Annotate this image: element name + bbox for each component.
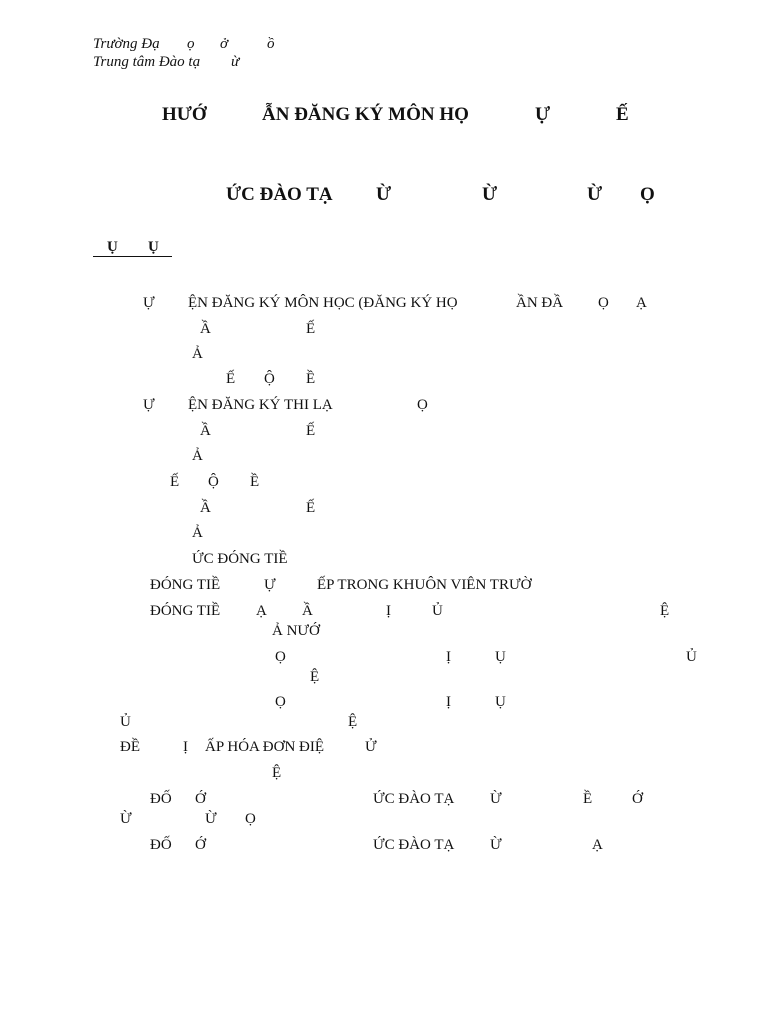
l17-c: Ụ: [495, 694, 506, 710]
subtitle-part-3: Ừ: [482, 184, 498, 205]
l09-a: Ầ: [200, 500, 211, 516]
l11-a: ỨC ĐÓNG TIỀ: [192, 551, 288, 567]
l22-c: Ọ: [245, 811, 256, 827]
l06-b: Ế: [306, 423, 316, 439]
l10-a: Ả: [192, 525, 203, 541]
title-part-3: Ự: [535, 104, 551, 125]
header-line1-c: ở: [220, 36, 229, 52]
l22-a: Ừ: [120, 811, 132, 827]
l23-e: Ạ: [592, 837, 603, 853]
l17-b: Ị: [446, 694, 451, 710]
l13-c: Ầ: [302, 603, 313, 619]
header-line2-a: Trung tâm Đào tạ: [93, 54, 201, 70]
header-line1-d: ồ: [267, 36, 275, 52]
l02-b: Ế: [306, 321, 316, 337]
l21-e: Ề: [583, 791, 593, 807]
l01-a: Ự: [143, 295, 155, 311]
l05-b: ỆN ĐĂNG KÝ THI LẠ: [188, 397, 333, 413]
title-part-4: Ế: [616, 104, 629, 125]
l21-f: Ớ: [632, 791, 643, 807]
l04-c: Ề: [306, 371, 316, 387]
l20-a: Ệ: [272, 765, 282, 781]
l04-a: Ế: [226, 371, 236, 387]
l15-a: Ọ: [275, 649, 286, 665]
l19-a: ĐỀ: [120, 739, 140, 755]
l19-c: ẤP HÓA ĐƠN ĐIỆ: [205, 739, 325, 755]
l15-d: Ủ: [686, 649, 697, 665]
l21-d: Ừ: [490, 791, 502, 807]
l09-b: Ế: [306, 500, 316, 516]
header-line1-b: ọ: [187, 36, 195, 52]
header-line1-a: Trường Đạ: [93, 36, 160, 52]
l13-d: Ị: [386, 603, 391, 619]
l16-a: Ệ: [310, 669, 320, 685]
l15-b: Ị: [446, 649, 451, 665]
section-label-b: Ụ: [148, 239, 159, 255]
subtitle-part-5: Ọ: [640, 184, 655, 205]
l04-b: Ộ: [264, 371, 275, 387]
l13-a: ĐÓNG TIỀ: [150, 603, 221, 619]
section-label: [93, 238, 172, 257]
l13-e: Ủ: [432, 603, 443, 619]
l01-b: ỆN ĐĂNG KÝ MÔN HỌC (ĐĂNG KÝ HỌ: [188, 295, 458, 311]
l19-b: Ị: [183, 739, 188, 755]
l03-a: Ả: [192, 346, 203, 362]
l22-b: Ừ: [205, 811, 217, 827]
l08-c: Ề: [250, 474, 260, 490]
l15-c: Ụ: [495, 649, 506, 665]
l07-a: Ả: [192, 448, 203, 464]
l19-d: Ử: [365, 739, 377, 755]
title-part-1: HƯỚ: [162, 104, 207, 125]
l23-d: Ừ: [490, 837, 502, 853]
l13-f: Ệ: [660, 603, 670, 619]
l08-a: Ế: [170, 474, 180, 490]
l01-d: Ọ: [598, 295, 609, 311]
subtitle-part-1: ỨC ĐÀO TẠ: [226, 184, 333, 205]
title-part-2: ẪN ĐĂNG KÝ MÔN HỌ: [262, 104, 469, 125]
l05-c: Ọ: [417, 397, 428, 413]
l05-a: Ự: [143, 397, 155, 413]
l12-a: ĐÓNG TIỀ: [150, 577, 221, 593]
subtitle-part-2: Ừ: [376, 184, 392, 205]
l13-b: Ạ: [256, 603, 267, 619]
l23-c: ỨC ĐÀO TẠ: [373, 837, 455, 853]
l18-a: Ủ: [120, 714, 131, 730]
l12-b: Ự: [264, 577, 276, 593]
l08-b: Ộ: [208, 474, 219, 490]
l01-e: Ạ: [636, 295, 647, 311]
l23-b: Ớ: [195, 837, 206, 853]
l01-c: ẦN ĐẦ: [516, 295, 564, 311]
l02-a: Ầ: [200, 321, 211, 337]
l21-c: ỨC ĐÀO TẠ: [373, 791, 455, 807]
l21-a: ĐỐ: [150, 791, 172, 807]
l06-a: Ầ: [200, 423, 211, 439]
l14-a: Ả NƯỚ: [272, 623, 320, 639]
l17-a: Ọ: [275, 694, 286, 710]
header-line2-b: ừ: [231, 54, 240, 70]
subtitle-part-4: Ừ: [587, 184, 603, 205]
section-label-a: Ụ: [107, 239, 118, 255]
l12-c: ẾP TRONG KHUÔN VIÊN TRƯỜ: [317, 577, 532, 593]
l23-a: ĐỐ: [150, 837, 172, 853]
l21-b: Ớ: [195, 791, 206, 807]
l18-b: Ệ: [348, 714, 358, 730]
